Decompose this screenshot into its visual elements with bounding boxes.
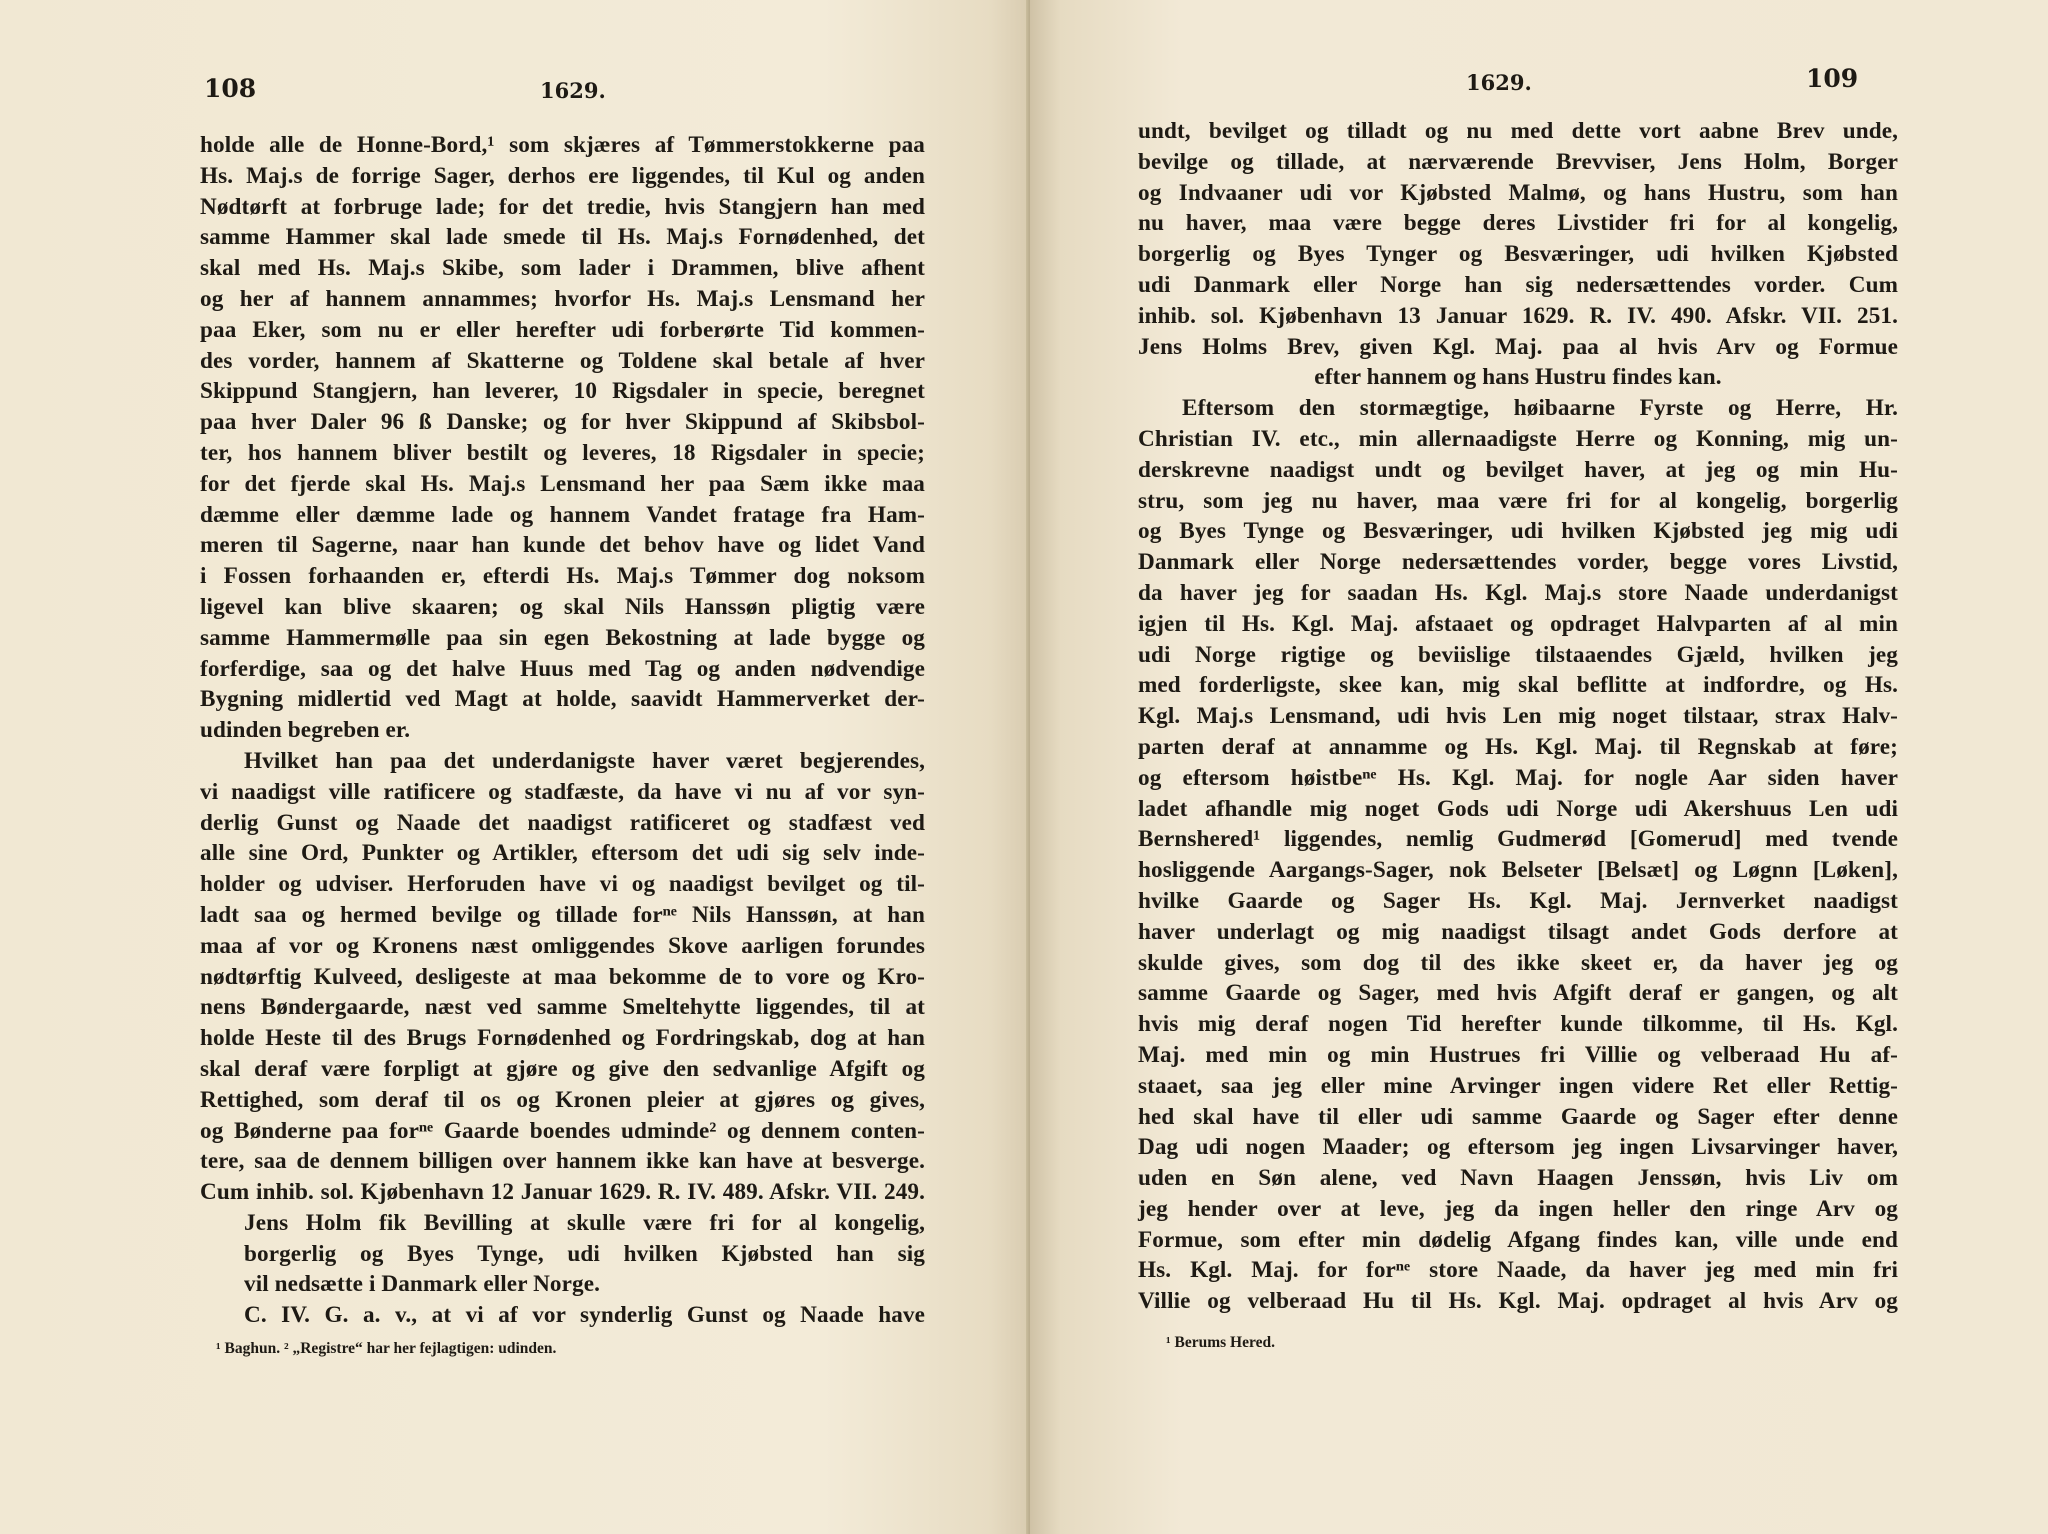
text-line: parten deraf at annamme og Hs. Kgl. Maj. til Regnskab at føre; — [1138, 733, 1898, 760]
text-line: skal deraf være forpligt at gjøre og give den sedvanlige Afgift og — [200, 1055, 925, 1082]
text-line: haver underlagt og mig naadigst tilsagt andet Gods derfore at — [1138, 918, 1898, 945]
text-line: holde Heste til des Brugs Fornødenhed og Fordringskab, dog at han — [200, 1025, 925, 1052]
text-line: ladet afhandle mig noget Gods udi Norge udi Akershuus Len udi — [1138, 795, 1898, 822]
text-line: Rettighed, som deraf til os og Kronen pleier at gjøres og gives, — [200, 1086, 925, 1113]
text-line: Hvilket han paa det underdanigste haver været begjerendes, — [244, 747, 925, 774]
text-line: og her af hannem annammes; hvorfor Hs. Maj.s Lensmand her — [200, 285, 925, 312]
right-running-head: 1629. — [1466, 70, 1532, 95]
left-running-head: 1629. — [540, 78, 606, 103]
text-line: med forderligste, skee kan, mig skal beflitte at indfordre, og Hs. — [1138, 672, 1898, 699]
text-line: Hs. Maj.s de forrige Sager, derhos ere liggendes, til Kul og anden — [200, 162, 925, 189]
text-line: Hs. Kgl. Maj. for forⁿᵉ store Naade, da haver jeg med min fri — [1138, 1257, 1898, 1284]
text-line: udinden begreben er. — [200, 717, 411, 744]
text-line: og Byes Tynge og Besværinger, udi hvilken Kjøbsted jeg mig udi — [1138, 518, 1898, 545]
text-line: samme Hammermølle paa sin egen Bekostning at lade bygge og — [200, 624, 925, 651]
text-line: efter hannem og hans Hustru findes kan. — [1314, 364, 1722, 391]
text-line: Formue, som efter min dødelig Afgang findes kan, ville unde end — [1138, 1226, 1898, 1253]
text-line: igjen til Hs. Kgl. Maj. afstaaet og opdraget Halvparten af al min — [1138, 610, 1898, 637]
text-line: derlig Gunst og Naade det naadigst ratificeret og stadfæst ved — [200, 809, 925, 836]
text-line: skulde gives, som dog til des ikke skeet er, da haver jeg og — [1138, 949, 1898, 976]
text-line: Kgl. Maj.s Lensmand, udi hvis Len mig noget tilstaar, strax Halv- — [1138, 703, 1898, 730]
text-line: paa hver Daler 96 ß Danske; og for hver Skippund af Skibsbol- — [200, 409, 925, 436]
text-line: hosliggende Aargangs-Sager, nok Belseter [Belsæt] og Løgnn [Løken], — [1138, 857, 1898, 884]
text-line: inhib. sol. Kjøbenhavn 13 Januar 1629. R. IV. 490. Afskr. VII. 251. — [1138, 302, 1898, 329]
text-line: da haver jeg for saadan Hs. Kgl. Maj.s store Naade underdanigst — [1138, 579, 1898, 606]
text-line: derskrevne naadigst undt og bevilget haver, at jeg og min Hu- — [1138, 456, 1898, 483]
text-line: for det fjerde skal Hs. Maj.s Lensmand her paa Sæm ikke maa — [200, 470, 925, 497]
text-line: bevilge og tillade, at nærværende Brevviser, Jens Holm, Borger — [1138, 148, 1898, 175]
text-line: stru, som jeg nu haver, maa være fri for al kongelig, borgerlig — [1138, 487, 1898, 514]
text-line: hed skal have til eller udi samme Gaarde og Sager efter denne — [1138, 1103, 1898, 1130]
right-footnote: ¹ Berums Hered. — [1166, 1334, 1275, 1351]
text-line: Nødtørft at forbruge lade; for det tredie, hvis Stangjern han med — [200, 193, 925, 220]
right-body-text — [1138, 116, 1898, 1317]
text-line: og Indvaaner udi vor Kjøbsted Malmø, og hans Hustru, som han — [1138, 179, 1898, 206]
text-line: nens Bøndergaarde, næst ved samme Smeltehytte liggendes, til at — [200, 994, 925, 1021]
text-line: ter, hos hannem bliver bestilt og leveres, 18 Rigsdaler in specie; — [200, 439, 925, 466]
text-line: og Bønderne paa forⁿᵉ Gaarde boendes udminde² og dennem conten- — [200, 1117, 925, 1144]
text-line: udi Danmark eller Norge han sig nedersættendes vorder. Cum — [1138, 271, 1898, 298]
text-line: tere, saa de dennem billigen over hannem ikke kan have at besverge. — [200, 1148, 925, 1175]
text-line: Jens Holms Brev, given Kgl. Maj. paa al hvis Arv og Formue — [1138, 333, 1898, 360]
text-line: Villie og velberaad Hu til Hs. Kgl. Maj. opdraget al hvis Arv og — [1138, 1288, 1898, 1315]
text-line: i Fossen forhaanden er, efterdi Hs. Maj.s Tømmer dog noksom — [200, 563, 925, 590]
text-line: Bernshered¹ liggendes, nemlig Gudmerød [Gomerud] med tvende — [1138, 826, 1898, 853]
text-line: ligevel kan blive skaaren; og skal Nils Hanssøn pligtig være — [200, 593, 925, 620]
text-line: Maj. med min og min Hustrues fri Villie og velberaad Hu af- — [1138, 1041, 1898, 1068]
text-line: og eftersom høistbeⁿᵉ Hs. Kgl. Maj. for nogle Aar siden haver — [1138, 764, 1898, 791]
text-line: holde alle de Honne-Bord,¹ som skjæres af Tømmerstokkerne paa — [200, 132, 925, 158]
text-line: Bygning midlertid ved Magt at holde, saavidt Hammerverket der- — [200, 686, 925, 713]
left-body-text — [200, 130, 925, 1331]
left-page-number: 108 — [204, 74, 257, 103]
text-line: udi Norge rigtige og beviislige tilstaaendes Gjæld, hvilken jeg — [1138, 641, 1898, 668]
text-line: Dag udi nogen Maader; og eftersom jeg ingen Livsarvinger haver, — [1138, 1134, 1898, 1161]
left-footnote: ¹ Baghun. ² „Registre“ har her fejlagtigen: udinden. — [216, 1340, 557, 1357]
text-line: Skippund Stangjern, han leverer, 10 Rigsdaler in specie, beregnet — [200, 378, 925, 405]
text-line: jeg hender over at leve, jeg da ingen heller den ringe Arv og — [1138, 1195, 1898, 1222]
text-line: borgerlig og Byes Tynger og Besværinger, udi hvilken Kjøbsted — [1138, 241, 1898, 268]
text-line: uden en Søn alene, ved Navn Haagen Jenssøn, hvis Liv om — [1138, 1165, 1898, 1192]
right-page — [1030, 0, 2048, 1534]
text-line: forferdige, saa og det halve Huus med Tag og anden nødvendige — [200, 655, 925, 682]
text-line: dæmme eller dæmme lade og hannem Vandet fratage fra Ham- — [200, 501, 925, 528]
text-line: borgerlig og Byes Tynge, udi hvilken Kjøbsted han sig — [244, 1240, 925, 1267]
text-line: Eftersom den stormægtige, høibaarne Fyrste og Herre, Hr. — [1182, 395, 1898, 422]
text-line: Christian IV. etc., min allernaadigste Herre og Konning, mig un- — [1138, 425, 1898, 452]
text-line: vi naadigst ville ratificere og stadfæste, da have vi nu af vor syn- — [200, 778, 925, 805]
text-line: samme Gaarde og Sager, med hvis Afgift deraf er gangen, og alt — [1138, 980, 1898, 1007]
text-line: staaet, saa jeg eller mine Arvinger ingen videre Ret eller Rettig- — [1138, 1072, 1898, 1099]
text-line: hvis mig deraf nogen Tid herefter kunde tilkomme, til Hs. Kgl. — [1138, 1011, 1898, 1038]
text-line: nødtørftig Kulveed, desligeste at maa bekomme de to vore og Kro- — [200, 963, 925, 990]
text-line: undt, bevilget og tilladt og nu med dette vort aabne Brev unde, — [1138, 118, 1898, 144]
text-line: meren til Sagerne, naar han kunde det behov have og lidet Vand — [200, 532, 925, 559]
text-line: des vorder, hannem af Skatterne og Toldene skal betale af hver — [200, 347, 925, 374]
text-line: nu haver, maa være begge deres Livstider fri for al kongelig, — [1138, 210, 1898, 237]
text-line: skal med Hs. Maj.s Skibe, som lader i Drammen, blive afhent — [200, 255, 925, 282]
text-line: alle sine Ord, Punkter og Artikler, eftersom det udi sig selv inde- — [200, 840, 925, 867]
text-line: holder og udviser. Herforuden have vi og naadigst bevilget og til- — [200, 871, 925, 898]
text-line: vil nedsætte i Danmark eller Norge. — [244, 1271, 600, 1298]
text-line: Cum inhib. sol. Kjøbenhavn 12 Januar 1629. R. IV. 489. Afskr. VII. 249. — [200, 1179, 925, 1206]
text-line: Danmark eller Norge nedersættendes vorder, begge vores Livstid, — [1138, 549, 1898, 576]
text-line: samme Hammer skal lade smede til Hs. Maj.s Fornødenhed, det — [200, 224, 925, 251]
text-line: ladt saa og hermed bevilge og tillade forⁿᵉ Nils Hanssøn, at han — [200, 901, 925, 928]
text-line: C. IV. G. a. v., at vi af vor synderlig Gunst og Naade have — [244, 1302, 925, 1329]
text-line: maa af vor og Kronens næst omliggendes Skove aarligen forundes — [200, 932, 925, 959]
text-line: Jens Holm fik Bevilling at skulle være fri for al kongelig, — [244, 1209, 925, 1236]
right-page-number: 109 — [1806, 64, 1859, 93]
text-line: paa Eker, som nu er eller herefter udi forberørte Tid kommen- — [200, 316, 925, 343]
text-line: hvilke Gaarde og Sager Hs. Kgl. Maj. Jernverket naadigst — [1138, 887, 1898, 914]
